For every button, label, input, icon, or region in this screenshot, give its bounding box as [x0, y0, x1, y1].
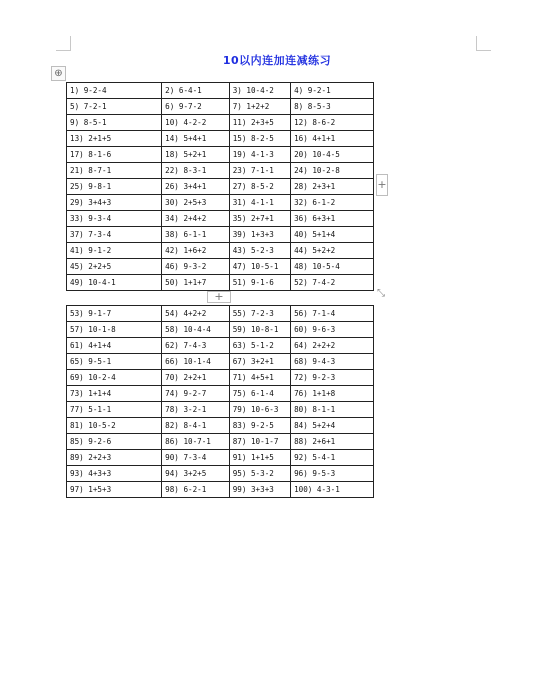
exercise-cell[interactable]: 28) 2+3+1: [291, 179, 374, 195]
exercise-cell[interactable]: 53) 9-1-7: [67, 306, 162, 322]
exercise-cell[interactable]: 38) 6-1-1: [162, 227, 230, 243]
exercise-cell[interactable]: 93) 4+3+3: [67, 466, 162, 482]
exercise-cell[interactable]: 31) 4-1-1: [229, 195, 290, 211]
exercise-cell[interactable]: 83) 9-2-5: [229, 418, 290, 434]
exercise-cell[interactable]: 6) 9-7-2: [162, 99, 230, 115]
table-row: [67, 322, 374, 338]
exercise-cell[interactable]: 12) 8-6-2: [291, 115, 374, 131]
exercise-cell[interactable]: 82) 8-4-1: [162, 418, 230, 434]
exercise-cell[interactable]: 24) 10-2-8: [291, 163, 374, 179]
exercise-cell[interactable]: 63) 5-1-2: [229, 338, 290, 354]
table-row: [67, 434, 374, 450]
exercise-cell[interactable]: 9) 8-5-1: [67, 115, 162, 131]
exercise-cell[interactable]: 15) 8-2-5: [229, 131, 290, 147]
exercise-cell[interactable]: 86) 10-7-1: [162, 434, 230, 450]
exercise-cell[interactable]: 54) 4+2+2: [162, 306, 230, 322]
exercise-cell[interactable]: 71) 4+5+1: [229, 370, 290, 386]
exercise-cell[interactable]: 19) 4-1-3: [229, 147, 290, 163]
table-row: [67, 338, 374, 354]
exercise-cell[interactable]: 68) 9-4-3: [291, 354, 374, 370]
exercise-cell[interactable]: 48) 10-5-4: [291, 259, 374, 275]
document-title: 10以内连加连减练习: [222, 54, 332, 67]
exercise-cell[interactable]: 52) 7-4-2: [291, 275, 374, 291]
exercise-cell[interactable]: 84) 5+2+4: [291, 418, 374, 434]
exercise-cell[interactable]: 34) 2+4+2: [162, 211, 230, 227]
exercise-cell[interactable]: 11) 2+3+5: [229, 115, 290, 131]
exercise-cell[interactable]: 49) 10-4-1: [67, 275, 162, 291]
exercise-cell[interactable]: 41) 9-1-2: [67, 243, 162, 259]
exercise-cell[interactable]: 70) 2+2+1: [162, 370, 230, 386]
exercise-cell[interactable]: 56) 7-1-4: [291, 306, 374, 322]
exercise-cell[interactable]: 4) 9-2-1: [291, 83, 374, 99]
table-move-handle-icon[interactable]: ⊕: [51, 66, 66, 81]
exercise-cell[interactable]: 8) 8-5-3: [291, 99, 374, 115]
exercise-cell[interactable]: 3) 10-4-2: [229, 83, 290, 99]
table-row: [67, 259, 374, 275]
exercise-cell[interactable]: 59) 10-8-1: [229, 322, 290, 338]
table-row: [67, 227, 374, 243]
exercise-cell[interactable]: 29) 3+4+3: [67, 195, 162, 211]
table-row: [67, 306, 374, 322]
exercise-cell[interactable]: 64) 2+2+2: [291, 338, 374, 354]
exercise-cell[interactable]: 50) 1+1+7: [162, 275, 230, 291]
exercise-cell[interactable]: 17) 8-1-6: [67, 147, 162, 163]
exercise-cell[interactable]: 62) 7-4-3: [162, 338, 230, 354]
table-row: [67, 195, 374, 211]
exercise-cell[interactable]: 96) 9-5-3: [291, 466, 374, 482]
table-row: [67, 147, 374, 163]
exercise-cell[interactable]: 75) 6-1-4: [229, 386, 290, 402]
exercise-cell[interactable]: 47) 10-5-1: [229, 259, 290, 275]
table-row: [67, 243, 374, 259]
exercise-cell[interactable]: 18) 5+2+1: [162, 147, 230, 163]
exercise-cell[interactable]: 73) 1+1+4: [67, 386, 162, 402]
exercise-cell[interactable]: 69) 10-2-4: [67, 370, 162, 386]
exercise-cell[interactable]: 42) 1+6+2: [162, 243, 230, 259]
exercise-cell[interactable]: 43) 5-2-3: [229, 243, 290, 259]
exercise-cell[interactable]: 14) 5+4+1: [162, 131, 230, 147]
table-row: [67, 83, 374, 99]
exercise-cell[interactable]: 45) 2+2+5: [67, 259, 162, 275]
table-row: [67, 354, 374, 370]
exercise-cell[interactable]: 44) 5+2+2: [291, 243, 374, 259]
table-row: [67, 163, 374, 179]
exercise-cell[interactable]: 35) 2+7+1: [229, 211, 290, 227]
exercise-cell[interactable]: 60) 9-6-3: [291, 322, 374, 338]
exercise-cell[interactable]: 66) 10-1-4: [162, 354, 230, 370]
exercise-cell[interactable]: 94) 3+2+5: [162, 466, 230, 482]
add-column-button[interactable]: +: [376, 174, 388, 196]
exercise-cell[interactable]: 55) 7-2-3: [229, 306, 290, 322]
exercise-cell[interactable]: 89) 2+2+3: [67, 450, 162, 466]
exercise-cell[interactable]: 67) 3+2+1: [229, 354, 290, 370]
exercise-cell[interactable]: 20) 10-4-5: [291, 147, 374, 163]
table-row: [67, 179, 374, 195]
exercise-cell[interactable]: 65) 9-5-1: [67, 354, 162, 370]
table-row: [67, 275, 374, 291]
exercise-cell[interactable]: 88) 2+6+1: [291, 434, 374, 450]
table-row: [67, 131, 374, 147]
table-row: [67, 450, 374, 466]
exercise-cell[interactable]: 5) 7-2-1: [67, 99, 162, 115]
exercise-cell[interactable]: 91) 1+1+5: [229, 450, 290, 466]
exercise-cell[interactable]: 36) 6+3+1: [291, 211, 374, 227]
exercise-cell[interactable]: 97) 1+5+3: [67, 482, 162, 498]
exercise-cell[interactable]: 25) 9-8-1: [67, 179, 162, 195]
exercise-cell[interactable]: 2) 6-4-1: [162, 83, 230, 99]
exercise-cell[interactable]: 92) 5-4-1: [291, 450, 374, 466]
exercise-cell[interactable]: 37) 7-3-4: [67, 227, 162, 243]
exercise-cell[interactable]: 72) 9-2-3: [291, 370, 374, 386]
exercise-cell[interactable]: 95) 5-3-2: [229, 466, 290, 482]
exercise-cell[interactable]: 85) 9-2-6: [67, 434, 162, 450]
exercise-cell[interactable]: 61) 4+1+4: [67, 338, 162, 354]
exercise-cell[interactable]: 21) 8-7-1: [67, 163, 162, 179]
exercise-cell[interactable]: 46) 9-3-2: [162, 259, 230, 275]
table-row: [67, 99, 374, 115]
table-row: [67, 115, 374, 131]
exercise-cell[interactable]: 30) 2+5+3: [162, 195, 230, 211]
exercise-cell[interactable]: 87) 10-1-7: [229, 434, 290, 450]
table-row: [67, 386, 374, 402]
table-row: [67, 482, 374, 498]
exercise-cell[interactable]: 77) 5-1-1: [67, 402, 162, 418]
exercise-cell[interactable]: 22) 8-3-1: [162, 163, 230, 179]
exercise-cell[interactable]: 58) 10-4-4: [162, 322, 230, 338]
exercise-cell[interactable]: 40) 5+1+4: [291, 227, 374, 243]
table-row: [67, 466, 374, 482]
exercise-cell[interactable]: 74) 9-2-7: [162, 386, 230, 402]
exercise-cell[interactable]: 78) 3-2-1: [162, 402, 230, 418]
exercise-cell[interactable]: 80) 8-1-1: [291, 402, 374, 418]
table-row: [67, 370, 374, 386]
page-corner-top-left: [56, 36, 71, 51]
exercise-cell[interactable]: 76) 1+1+8: [291, 386, 374, 402]
exercise-cell[interactable]: 7) 1+2+2: [229, 99, 290, 115]
exercise-cell[interactable]: 16) 4+1+1: [291, 131, 374, 147]
table-resize-handle-icon[interactable]: ⤡: [377, 288, 385, 299]
exercise-cell[interactable]: 1) 9-2-4: [67, 83, 162, 99]
exercise-table-2: [66, 305, 374, 498]
exercise-cell[interactable]: 39) 1+3+3: [229, 227, 290, 243]
exercise-cell[interactable]: 90) 7-3-4: [162, 450, 230, 466]
exercise-cell[interactable]: 10) 4-2-2: [162, 115, 230, 131]
add-row-button[interactable]: +: [207, 291, 231, 303]
exercise-cell[interactable]: 79) 10-6-3: [229, 402, 290, 418]
exercise-cell[interactable]: 23) 7-1-1: [229, 163, 290, 179]
page-corner-top-right: [476, 36, 491, 51]
exercise-cell[interactable]: 26) 3+4+1: [162, 179, 230, 195]
exercise-cell[interactable]: 13) 2+1+5: [67, 131, 162, 147]
table-row: [67, 418, 374, 434]
table-row: [67, 211, 374, 227]
exercise-table-1: [66, 82, 374, 291]
table-row: [67, 402, 374, 418]
exercise-cell[interactable]: 81) 10-5-2: [67, 418, 162, 434]
exercise-cell[interactable]: 51) 9-1-6: [229, 275, 290, 291]
exercise-cell[interactable]: 33) 9-3-4: [67, 211, 162, 227]
exercise-cell[interactable]: 98) 6-2-1: [162, 482, 230, 498]
exercise-cell[interactable]: 57) 10-1-8: [67, 322, 162, 338]
exercise-cell[interactable]: 100) 4-3-1: [291, 482, 374, 498]
exercise-cell[interactable]: 32) 6-1-2: [291, 195, 374, 211]
exercise-cell[interactable]: 99) 3+3+3: [229, 482, 290, 498]
exercise-cell[interactable]: 27) 8-5-2: [229, 179, 290, 195]
